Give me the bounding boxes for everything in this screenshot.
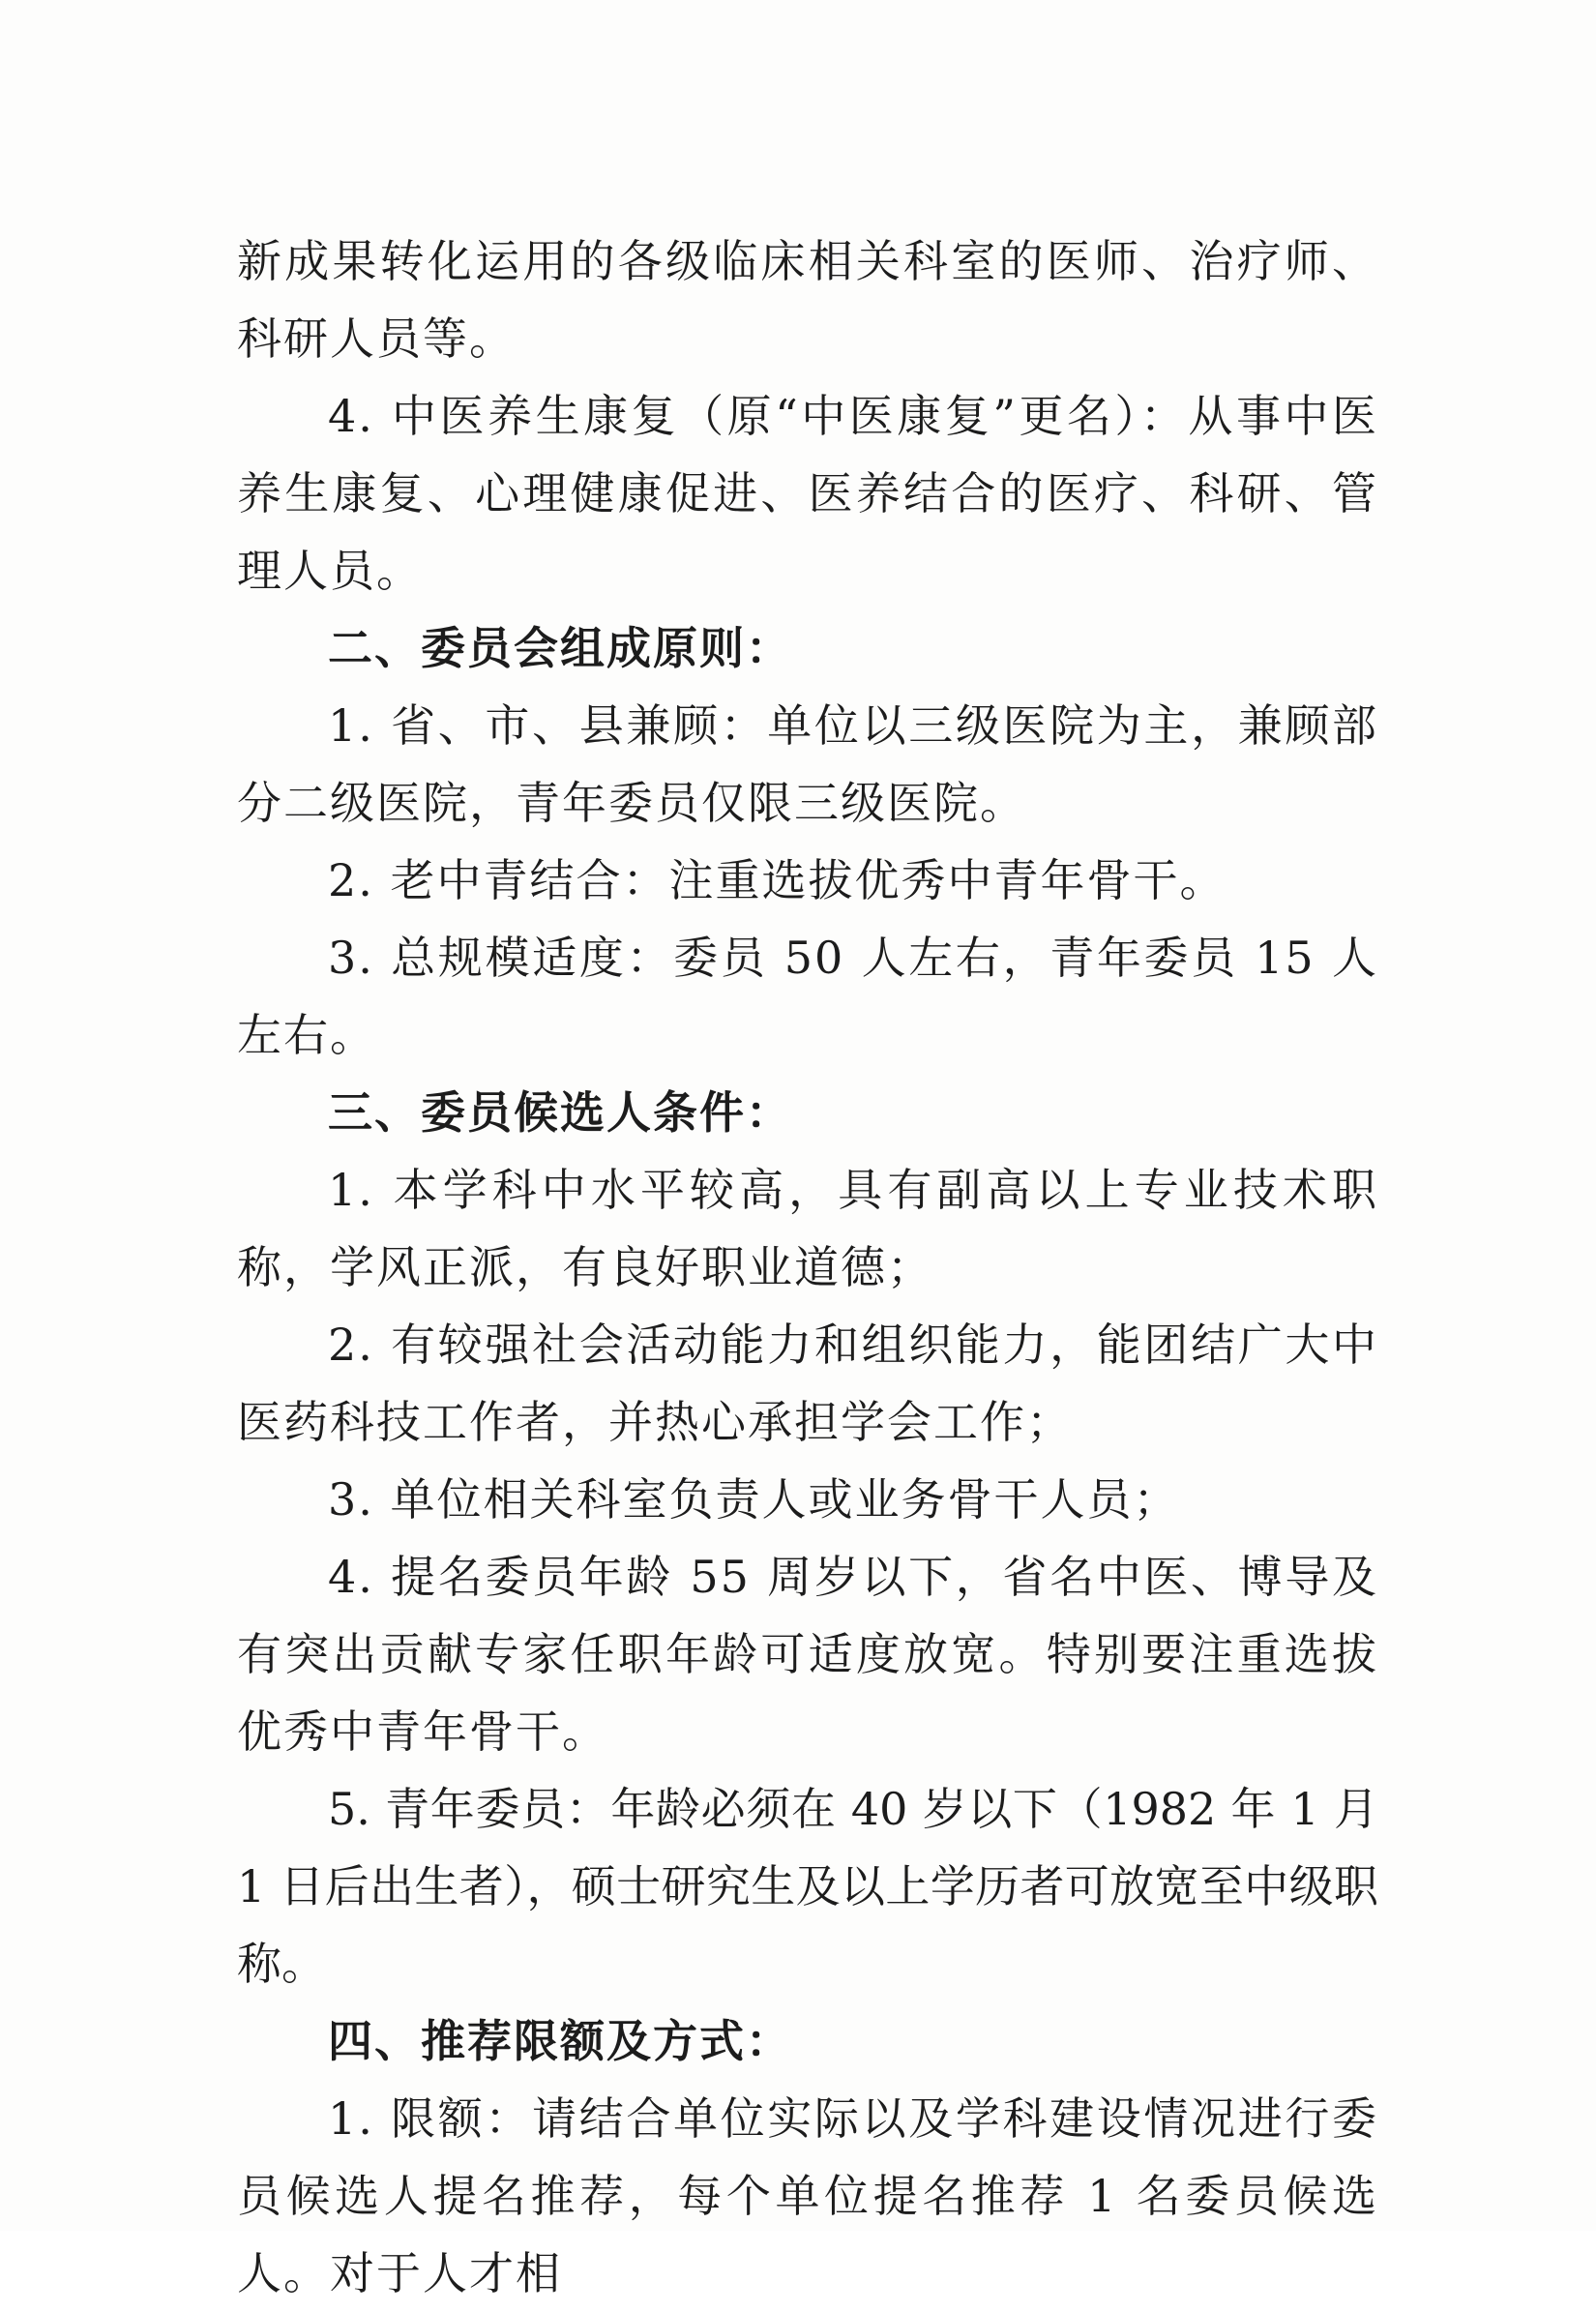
section-heading-quota-methods: 四、推荐限额及方式：: [328, 2015, 792, 2067]
paragraph-condition-4: 4. 提名委员年龄 55 周岁以下，省名中医、博导及有突出贡献专家任职年龄可适度放宽。特别要注重选拔优秀中青年骨干。: [237, 1551, 1378, 1758]
paragraph-principle-1: 1. 省、市、县兼顾：单位以三级医院为主，兼顾部分二级医院，青年委员仅限三级医院。: [237, 699, 1378, 829]
paragraph-condition-2: 2. 有较强社会活动能力和组织能力，能团结广大中医药科技工作者，并热心承担学会工作；: [237, 1319, 1378, 1448]
paragraph-item-4-rehab: 4. 中医养生康复（原“中医康复”更名）：从事中医养生康复、心理健康促进、医养结合的医疗、科研、管理人员。: [237, 390, 1378, 597]
paragraph-principle-3: 3. 总规模适度：委员 50 人左右，青年委员 15 人左右。: [237, 932, 1378, 1061]
paragraph-continuation: 新成果转化运用的各级临床相关科室的医师、治疗师、科研人员等。: [237, 235, 1378, 365]
paragraph-quota-1: 1. 限额：请结合单位实际以及学科建设情况进行委员候选人提名推荐，每个单位提名推荐 1 名委员候选人。对于人才相: [237, 2092, 1378, 2299]
section-heading-candidate-conditions: 三、委员候选人条件：: [328, 1086, 792, 1139]
paragraph-condition-5: 5. 青年委员：年龄必须在 40 岁以下（1982 年 1 月 1 日后出生者），硕士研究生及以上学历者可放宽至中级职称。: [237, 1783, 1378, 1990]
paragraph-condition-3: 3. 单位相关科室负责人或业务骨干人员；: [328, 1473, 1180, 1526]
paragraph-principle-2: 2. 老中青结合：注重选拔优秀中青年骨干。: [328, 854, 1227, 906]
section-heading-committee-principles: 二、委员会组成原则：: [328, 622, 792, 674]
document-body: [237, 222, 1378, 2312]
paragraph-condition-1: 1. 本学科中水平较高，具有副高以上专业技术职称，学风正派，有良好职业道德；: [237, 1164, 1378, 1293]
